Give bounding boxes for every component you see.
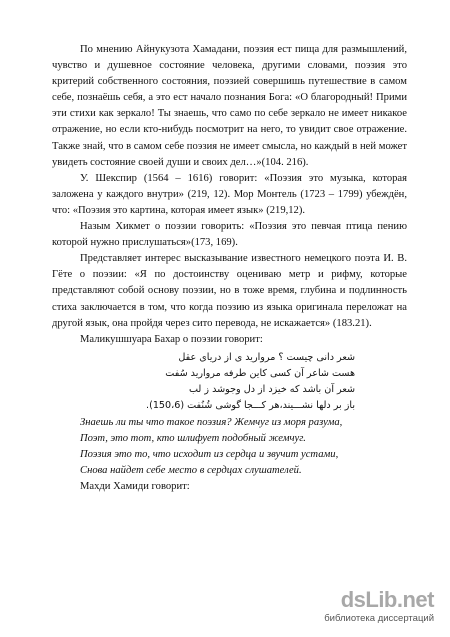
- watermark: [324, 587, 440, 629]
- persian-line-4-text: باز بر دلها نشـــیند،هر کـــجا گوشی شُنُفت: [187, 399, 355, 411]
- persian-verse: [52, 350, 407, 414]
- watermark-subtitle: библиотека диссертаций: [324, 613, 434, 624]
- persian-line-2: هست شاعر آن کسی کاین طرفه مروارید سُفت: [165, 367, 355, 379]
- watermark-ds: ds: [340, 587, 366, 612]
- watermark-net: .net: [396, 587, 434, 612]
- watermark-lib: Lib: [365, 587, 397, 612]
- persian-reference: (150،6).: [146, 399, 185, 411]
- translation-line-4: Снова найдет себе место в сердцах слушателей.: [80, 465, 302, 477]
- watermark-logo: [341, 587, 434, 613]
- paragraph-goethe: Представляет интерес высказывание известного немецкого поэта И. В. Гёте о поэзии: «Я по достоинству оцениваю метр и рифму, которые представляют собой основу поэзии, но в тоже время, глубина и подлинность стиха заключается в том, что когда поэзию из языка оригинала переложат на другой язык, она пройдя через сито перевода, не искажается» (183.21).: [52, 253, 407, 329]
- document-body: [52, 42, 407, 495]
- paragraph-hamadani: По мнению Айнукузота Хамадани, поэзия ест пища для размышлений, чувство и душевное состояние человека, другими словами, поэзия это критерий собственного состояния, поэзией совершишь путешествие в самом себе, познаёшь себя, а это ест начало познания Бога: «О благородный! Прими эти стихи как зеркало! Ты знаешь, что само по себе зеркало не имеет никакое отражение, но если кто-нибудь посмотрит на него, то увидит свое отражение. Также знай, что в самом себе поэзия не имеет смысла, но каждый в ней может увидеть состояние своей души и своих дел…»(104. 216).: [52, 44, 407, 168]
- paragraph-shakespeare: У. Шекспир (1564 – 1616) говорит: «Поэзия это музыка, которая заложена у каждого внутри» (219, 12). Мор Монтель (1723 – 1799) убеждён, что: «Поэзия это картина, которая имеет язык» (219,12).: [52, 172, 407, 216]
- paragraph-hamidi: Махди Хамиди говорит:: [80, 481, 190, 493]
- paragraph-bahar: Маликушшуара Бахар о поэзии говорит:: [80, 333, 263, 345]
- italic-translation: [52, 415, 407, 479]
- persian-line-3: شعر آن باشد که خیزد از دل وجوشد ز لب: [189, 383, 355, 395]
- translation-line-3: Поэзия это то, что исходит из сердца и звучит устами,: [80, 448, 339, 460]
- translation-line-1: Знаешь ли ты что такое поэзия? Жемчуг из моря разума,: [80, 416, 343, 428]
- paragraph-hikmet: Назым Хикмет о поэзии говорить: «Поэзия это певчая птица пению которой нужно прислушаться»(173, 169).: [52, 221, 407, 249]
- translation-line-2: Поэт, это тот, кто шлифует подобный жемчуг.: [80, 432, 306, 444]
- persian-line-4: [52, 398, 355, 414]
- persian-line-1: شعر دانی چیست ؟ مروارید ی از دریای عقل: [178, 351, 355, 363]
